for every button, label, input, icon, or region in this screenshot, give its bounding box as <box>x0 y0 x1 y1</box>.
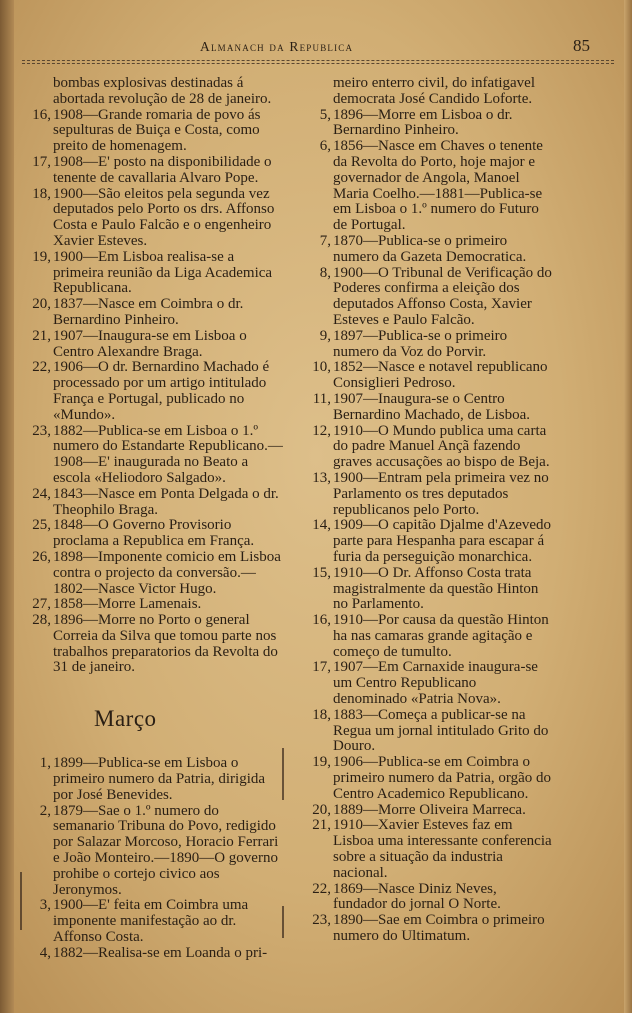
right-column <box>288 76 552 945</box>
calendar-entry <box>288 566 552 613</box>
entry-day: 27, <box>32 596 51 613</box>
entry-text: 1900—São eleitos pela segunda vez deputados pelo Porto os drs. Affonso Costa e Paulo Falcão e o engenheiro Xavier Esteves. <box>53 185 275 249</box>
entry-day: 22, <box>32 359 51 376</box>
entry-text: 1907—Inaugura-se em Lisboa o Centro Alexandre Braga. <box>53 327 247 360</box>
calendar-entry <box>288 660 552 707</box>
continuation-text: meiro enterro civil, do infatigavel democrata José Candido Loforte. <box>333 75 536 107</box>
entry-day: 19, <box>312 754 331 771</box>
entry-text: 1856—Nasce em Chaves o tenente da Revolta do Porto, hoje major e governador de Angola, Manoel Maria Coelho.—1881—Publica-se em Lisboa o 1.º numero do Futuro de Portugal. <box>333 138 543 234</box>
calendar-entry <box>288 471 552 518</box>
entry-day: 23, <box>32 422 51 439</box>
calendar-entry <box>288 708 552 755</box>
calendar-entry <box>22 597 284 613</box>
calendar-entry <box>22 360 284 423</box>
calendar-entry <box>288 329 552 361</box>
section-heading: Março <box>94 706 157 732</box>
february-entries <box>22 108 284 677</box>
calendar-entry <box>288 803 552 819</box>
entry-text: 1910—Por causa da questão Hinton ha nas camaras grande agitação e começo de tumulto. <box>333 612 549 660</box>
entry-text: 1889—Morre Oliveira Marreca. <box>333 801 526 818</box>
calendar-entry <box>22 108 284 155</box>
entry-text: 1910—O Dr. Affonso Costa trata magistralmente da questão Hinton no Parlamento. <box>333 564 539 613</box>
ink-margin-mark <box>282 748 284 800</box>
calendar-entry <box>288 755 552 802</box>
entry-text: 1900—Em Lisboa realisa-se a primeira reunião da Liga Academica Republicana. <box>53 248 273 297</box>
entry-day: 28, <box>32 612 51 629</box>
entry-text: 1890—Sae em Coimbra o primeiro numero do Ultimatum. <box>333 912 545 945</box>
entry-text: 1910—O Mundo publica uma carta do padre Manuel Ançã fazendo graves accusações ao bispo de Beja. <box>333 422 550 471</box>
entry-day: 23, <box>312 912 331 929</box>
entry-day: 11, <box>312 390 331 407</box>
entry-text: 1900—O Tribunal de Verificação do Poderes confirma a eleição dos deputados Affonso Costa, Xavier Esteves e Paulo Falcão. <box>333 264 552 328</box>
entry-text: 1896—Morre em Lisboa o dr. Bernardino Pinheiro. <box>333 106 513 139</box>
page-header <box>20 36 610 58</box>
entry-text: 1837—Nasce em Coimbra o dr. Bernardino Pinheiro. <box>53 296 244 328</box>
calendar-entry <box>288 424 552 471</box>
entry-day: 20, <box>312 801 331 818</box>
entry-text: 1896—Morre no Porto o general Correia da Silva que tomou parte nos trabalhos preparatorios da Revolta do 31 de janeiro. <box>53 612 278 676</box>
calendar-entry <box>22 329 284 361</box>
calendar-entry <box>22 518 284 550</box>
entry-text: 1908—E' posto na disponibilidade o tenente de cavallaria Alvaro Pope. <box>53 153 272 186</box>
entry-text: 1870—Publica-se o primeiro numero da Gazeta Democratica. <box>333 232 527 265</box>
page-number: 85 <box>573 36 590 55</box>
entry-text: 1897—Publica-se o primeiro numero da Voz do Porvir. <box>333 327 508 360</box>
entry-day: 16, <box>312 612 331 629</box>
entry-text: 1900—Entram pela primeira vez no Parlamento os tres deputados republicanos pelo Porto. <box>333 469 549 518</box>
entry-day: 10, <box>312 359 331 376</box>
calendar-entry <box>288 234 552 266</box>
calendar-entry <box>288 882 552 914</box>
march-entries-continued <box>288 108 552 945</box>
entry-day: 18, <box>32 185 51 202</box>
calendar-entry <box>22 946 284 962</box>
entry-text: 1906—O dr. Bernardino Machado é processado por um artigo intitulado França e Portugal, publicado no «Mundo». <box>53 359 270 423</box>
calendar-entry <box>288 913 552 945</box>
entry-day: 13, <box>312 469 331 486</box>
calendar-entry <box>288 266 552 329</box>
left-column <box>22 76 284 962</box>
entry-text: 1907—Inaugura-se o Centro Bernardino Machado, de Lisboa. <box>333 390 531 423</box>
entry-day: 2, <box>39 802 51 819</box>
entry-day: 24, <box>32 485 51 502</box>
entry-day: 15, <box>312 564 331 581</box>
calendar-entry <box>22 487 284 519</box>
entry-text: 1900—E' feita em Coimbra uma imponente manifestação ao dr. Affonso Costa. <box>53 897 249 946</box>
entry-text: 1883—Começa a publicar-se na Regua um jornal intitulado Grito do Douro. <box>333 706 549 755</box>
calendar-entry <box>22 155 284 187</box>
entry-day: 5, <box>319 106 331 123</box>
entry-text: 1907—Em Carnaxide inaugura-se um Centro Republicano denominado «Patria Nova». <box>333 659 538 708</box>
entry-day: 18, <box>312 706 331 723</box>
entry-text: 1899—Publica-se em Lisboa o primeiro numero da Patria, dirigida por José Benevides. <box>53 755 266 803</box>
entry-day: 20, <box>32 296 51 313</box>
calendar-entry <box>288 392 552 424</box>
entry-day: 4, <box>39 944 51 961</box>
calendar-entry <box>22 898 284 945</box>
entry-text: 1869—Nasce Diniz Neves, fundador do jornal O Norte. <box>333 880 501 913</box>
entry-day: 16, <box>32 106 51 123</box>
entry-day: 26, <box>32 548 51 565</box>
calendar-entry <box>22 550 284 597</box>
entry-day: 12, <box>312 422 331 439</box>
entry-day: 21, <box>32 327 51 344</box>
page-edge <box>624 0 632 1013</box>
entry-day: 9, <box>319 327 331 344</box>
calendar-entry <box>22 804 284 899</box>
entry-day: 14, <box>312 517 331 534</box>
calendar-entry <box>22 250 284 297</box>
entry-text: 1879—Sae o 1.º numero do semanario Tribuna do Povo, redigido por Salazar Morcoso, Horacio Ferrari e João Monteiro.—1890—O governo prohibe o cortejo civico aos Jeronymos. <box>53 802 279 898</box>
calendar-entry <box>22 613 284 676</box>
entry-text: 1906—Publica-se em Coimbra o primeiro numero da Patria, orgão do Centro Academico Republicano. <box>333 754 551 802</box>
running-title: Almanach da Republica <box>200 39 354 54</box>
entry-text: 1882—Realisa-se em Loanda o pri- <box>53 944 268 961</box>
entry-day: 21, <box>312 817 331 834</box>
ink-margin-mark <box>20 872 22 930</box>
entry-day: 22, <box>312 880 331 897</box>
entry-day: 19, <box>32 248 51 265</box>
calendar-entry <box>288 518 552 565</box>
calendar-entry <box>22 756 284 803</box>
march-entries <box>22 756 284 961</box>
entry-text: 1843—Nasce em Ponta Delgada o dr. Theophilo Braga. <box>53 485 279 518</box>
entry-day: 8, <box>319 264 331 281</box>
entry-day: 17, <box>312 659 331 676</box>
entry-text: 1882—Publica-se em Lisboa o 1.º numero do Estandarte Republicano.—1908—E' inaugurada no Beato a escola «Heliodoro Salgado». <box>53 422 283 486</box>
entry-text: 1858—Morre Lamenais. <box>53 596 202 613</box>
entry-text: 1898—Imponente comicio em Lisboa contra o projecto da conversão.—1802—Nasce Victor Hugo. <box>53 548 281 597</box>
entry-text: 1910—Xavier Esteves faz em Lisboa uma interessante conferencia sobre a situação da industria nacional. <box>333 817 552 881</box>
header-rule <box>22 60 614 64</box>
calendar-entry <box>22 297 284 329</box>
entry-text: 1909—O capitão Djalme d'Azevedo parte para Hespanha para escapar á furia da perseguição monarchica. <box>333 517 552 565</box>
entry-day: 7, <box>319 232 331 249</box>
entry-text: 1908—Grande romaria de povo ás sepulturas de Buiça e Costa, como preito de homenagem. <box>53 106 261 155</box>
entry-day: 17, <box>32 153 51 170</box>
entry-text: 1852—Nasce e notavel republicano Consiglieri Pedroso. <box>333 359 548 392</box>
calendar-entry <box>22 424 284 487</box>
entry-day: 1, <box>39 755 51 772</box>
entry-day: 6, <box>319 138 331 155</box>
entry-day: 3, <box>39 897 51 914</box>
calendar-entry <box>288 108 552 140</box>
calendar-entry <box>288 360 552 392</box>
ink-margin-mark <box>282 906 284 938</box>
entry-text: 1848—O Governo Provisorio proclama a Republica em França. <box>53 517 255 550</box>
entry-day: 25, <box>32 517 51 534</box>
continuation-text: bombas explosivas destinadas á abortada revolução de 28 de janeiro. <box>53 75 272 107</box>
book-binding <box>0 0 14 1013</box>
calendar-entry <box>288 818 552 881</box>
calendar-entry <box>288 139 552 234</box>
calendar-entry <box>288 613 552 660</box>
calendar-entry <box>22 187 284 250</box>
